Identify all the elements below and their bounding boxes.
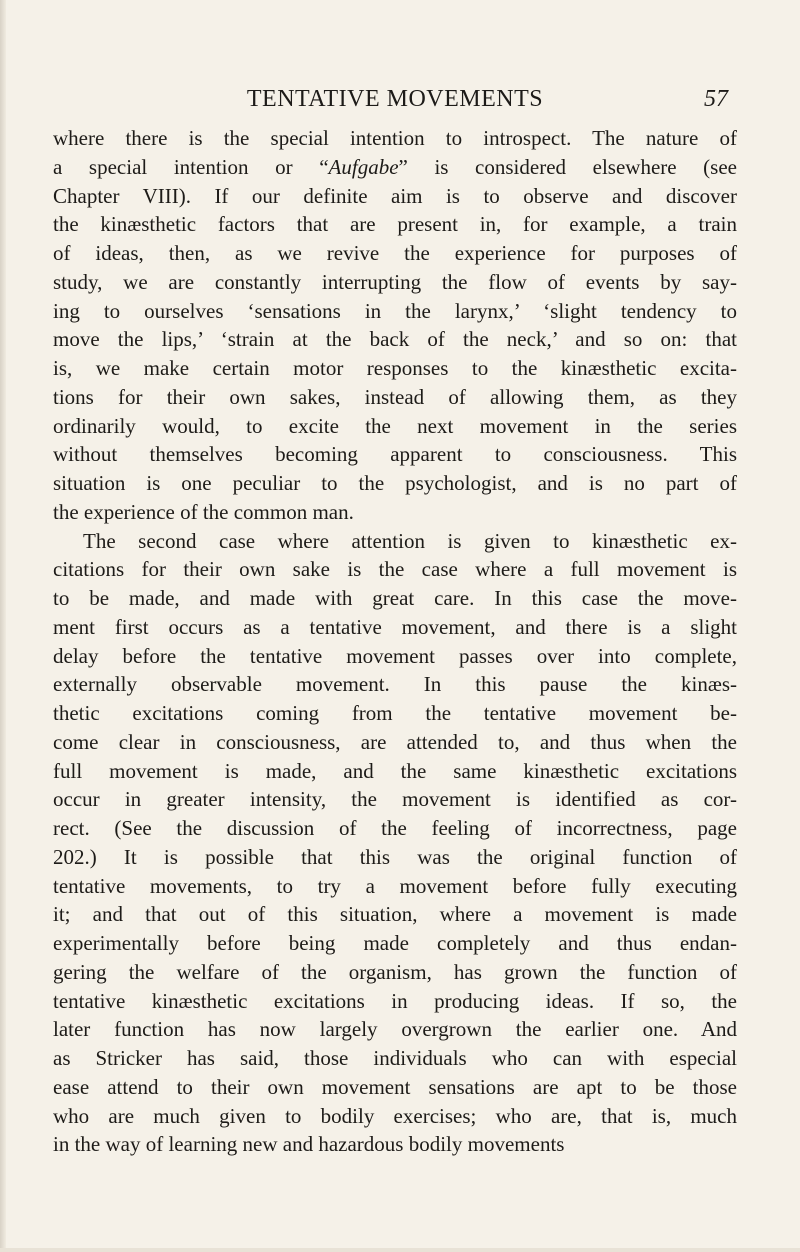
text-line: experimentally before being made completely and thus endan- — [53, 931, 737, 955]
body-text — [53, 124, 737, 1159]
page-edge-shadow — [0, 0, 6, 1252]
text-line: occur in greater intensity, the movement is identified as cor- — [53, 787, 737, 812]
italic-term: Aufgabe — [328, 154, 399, 179]
text-line: full movement is made, and the same kinæsthetic excitations — [53, 758, 737, 783]
text-line: is, we make certain motor responses to the kinæsthetic excita- — [53, 356, 737, 380]
text-line: in the way of learning new and hazardous bodily movements — [53, 1132, 565, 1157]
text-line: rect. (See the discussion of the feeling of incorrectness, page — [53, 816, 737, 840]
text-line: tentative kinæsthetic excitations in producing ideas. If so, the — [53, 988, 737, 1013]
text-line: tentative movements, to try a movement before fully executing — [53, 873, 737, 898]
text-line: ing to ourselves ‘sensations in the larynx,’ ‘slight tendency to — [53, 298, 737, 323]
text-line: where there is the special intention to introspect. The nature of — [53, 126, 737, 150]
text-line: citations for their own sake is the case where a full movement is — [53, 557, 737, 582]
text-line: externally observable movement. In this pause the kinæs- — [53, 672, 737, 697]
page-header — [50, 82, 740, 116]
text-line: ordinarily would, to excite the next movement in the series — [53, 413, 737, 438]
text-line: it; and that out of this situation, where a movement is made — [53, 902, 737, 927]
text-line: tions for their own sakes, instead of allowing them, as they — [53, 384, 737, 409]
text-line: thetic excitations coming from the tentative movement be- — [53, 701, 737, 725]
running-head: TENTATIVE MOVEMENTS — [246, 86, 544, 112]
text-line: 202.) It is possible that this was the original function of — [53, 844, 737, 869]
page-bottom-edge — [0, 1248, 800, 1252]
text-line: later function has now largely overgrown the earlier one. And — [53, 1017, 737, 1042]
text-line: move the lips,’ ‘strain at the back of the neck,’ and so on: that — [53, 327, 737, 352]
text-line: delay before the tentative movement passes over into complete, — [53, 643, 737, 668]
text-line: as Stricker has said, those individuals who can with especial — [53, 1046, 737, 1070]
text-line: Chapter VIII). If our definite aim is to observe and discover — [53, 183, 737, 208]
text-line: a special intention or “Aufgabe” is considered elsewhere (see — [53, 154, 737, 179]
text-line: ment first occurs as a tentative movement, and there is a slight — [53, 614, 737, 639]
text-line: situation is one peculiar to the psychologist, and is no part of — [53, 471, 737, 495]
text-line: come clear in consciousness, are attended to, and thus when the — [53, 729, 737, 754]
text-line: study, we are constantly interrupting the flow of events by say- — [53, 269, 737, 294]
text-line: who are much given to bodily exercises; who are, that is, much — [53, 1103, 737, 1128]
page-number: 57 — [704, 86, 728, 112]
text-line: to be made, and made with great care. In this case the move- — [53, 586, 737, 610]
text-line: The second case where attention is given to kinæsthetic ex- — [83, 528, 737, 553]
text-line: of ideas, then, as we revive the experience for purposes of — [53, 241, 737, 265]
text-line: gering the welfare of the organism, has grown the function of — [53, 959, 737, 984]
text-line: ease attend to their own movement sensations are apt to be those — [53, 1074, 737, 1099]
text-line: the experience of the common man. — [53, 499, 354, 524]
text-line: without themselves becoming apparent to consciousness. This — [53, 442, 737, 467]
text-line: the kinæsthetic factors that are present in, for example, a train — [53, 212, 737, 237]
